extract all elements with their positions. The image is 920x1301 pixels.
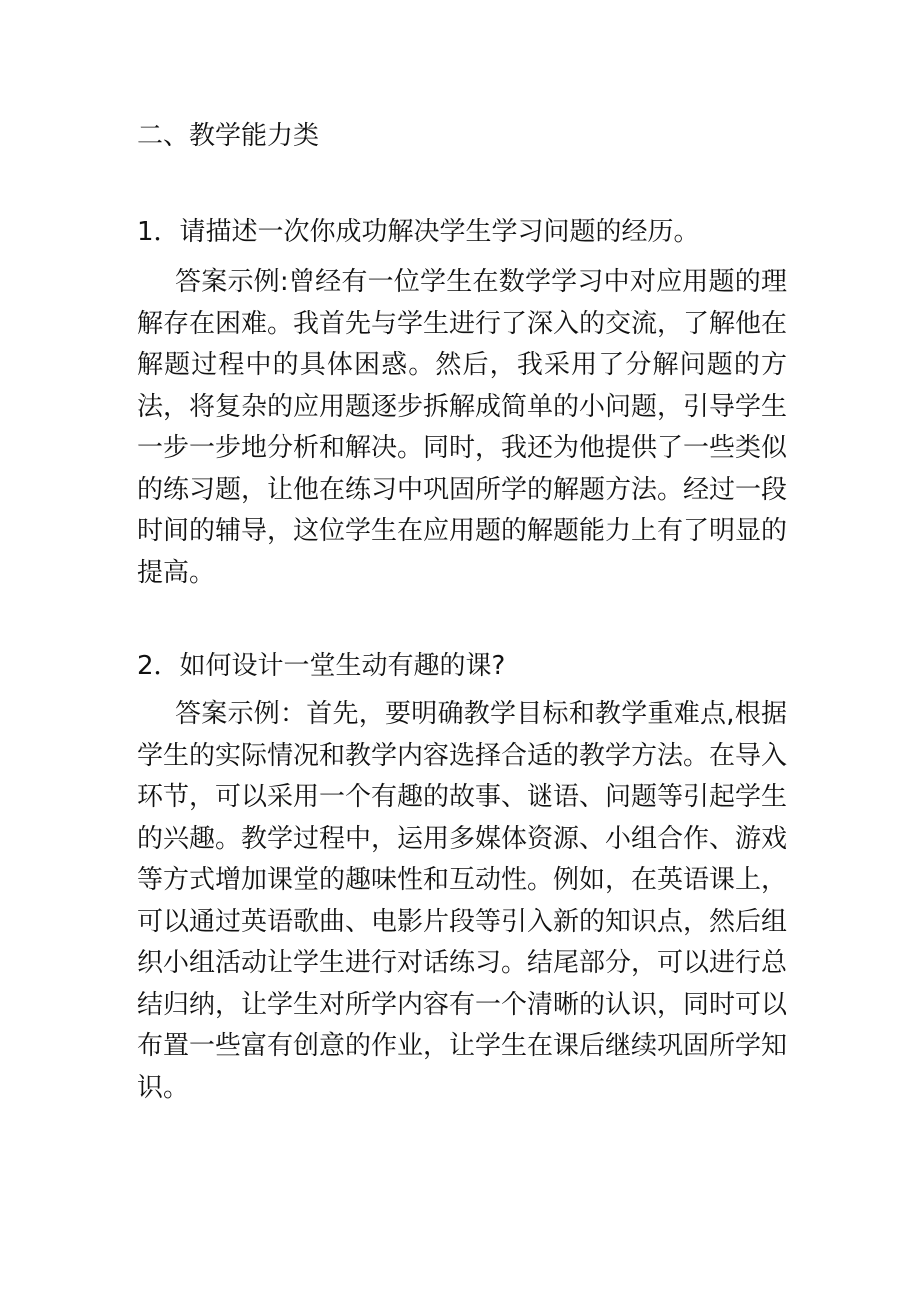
question-2: 2．如何设计一堂生动有趣的课?	[137, 651, 506, 681]
question-1: 1．请描述一次你成功解决学生学习问题的经历。	[137, 217, 700, 247]
answer-1: 答案示例:曾经有一位学生在数学学习中对应用题的理解存在困难。我首先与学生进行了深入的交流，了解他在解题过程中的具体困惑。然后，我采用了分解问题的方法，将复杂的应用题逐步拆解成简单的小问题，引导学生一步一步地分析和解决。同时，我还为他提供了一些类似的练习题，让他在练习中巩固所学的解题方法。经过一段时间的辅导，这位学生在应用题的解题能力上有了明显的提高。	[137, 267, 788, 588]
answer-2: 答案示例：首先，要明确教学目标和教学重难点,根据学生的实际情况和教学内容选择合适的教学方法。在导入环节，可以采用一个有趣的故事、谜语、问题等引起学生的兴趣。教学过程中，运用多媒体资源、小组合作、游戏等方式增加课堂的趣味性和互动性。例如，在英语课上，可以通过英语歌曲、电影片段等引入新的知识点，然后组织小组活动让学生进行对话练习。结尾部分，可以进行总结归纳，让学生对所学内容有一个清晰的认识，同时可以布置一些富有创意的作业，让学生在课后继续巩固所学知识。	[137, 699, 788, 1103]
section-title: 二、教学能力类	[137, 121, 320, 151]
